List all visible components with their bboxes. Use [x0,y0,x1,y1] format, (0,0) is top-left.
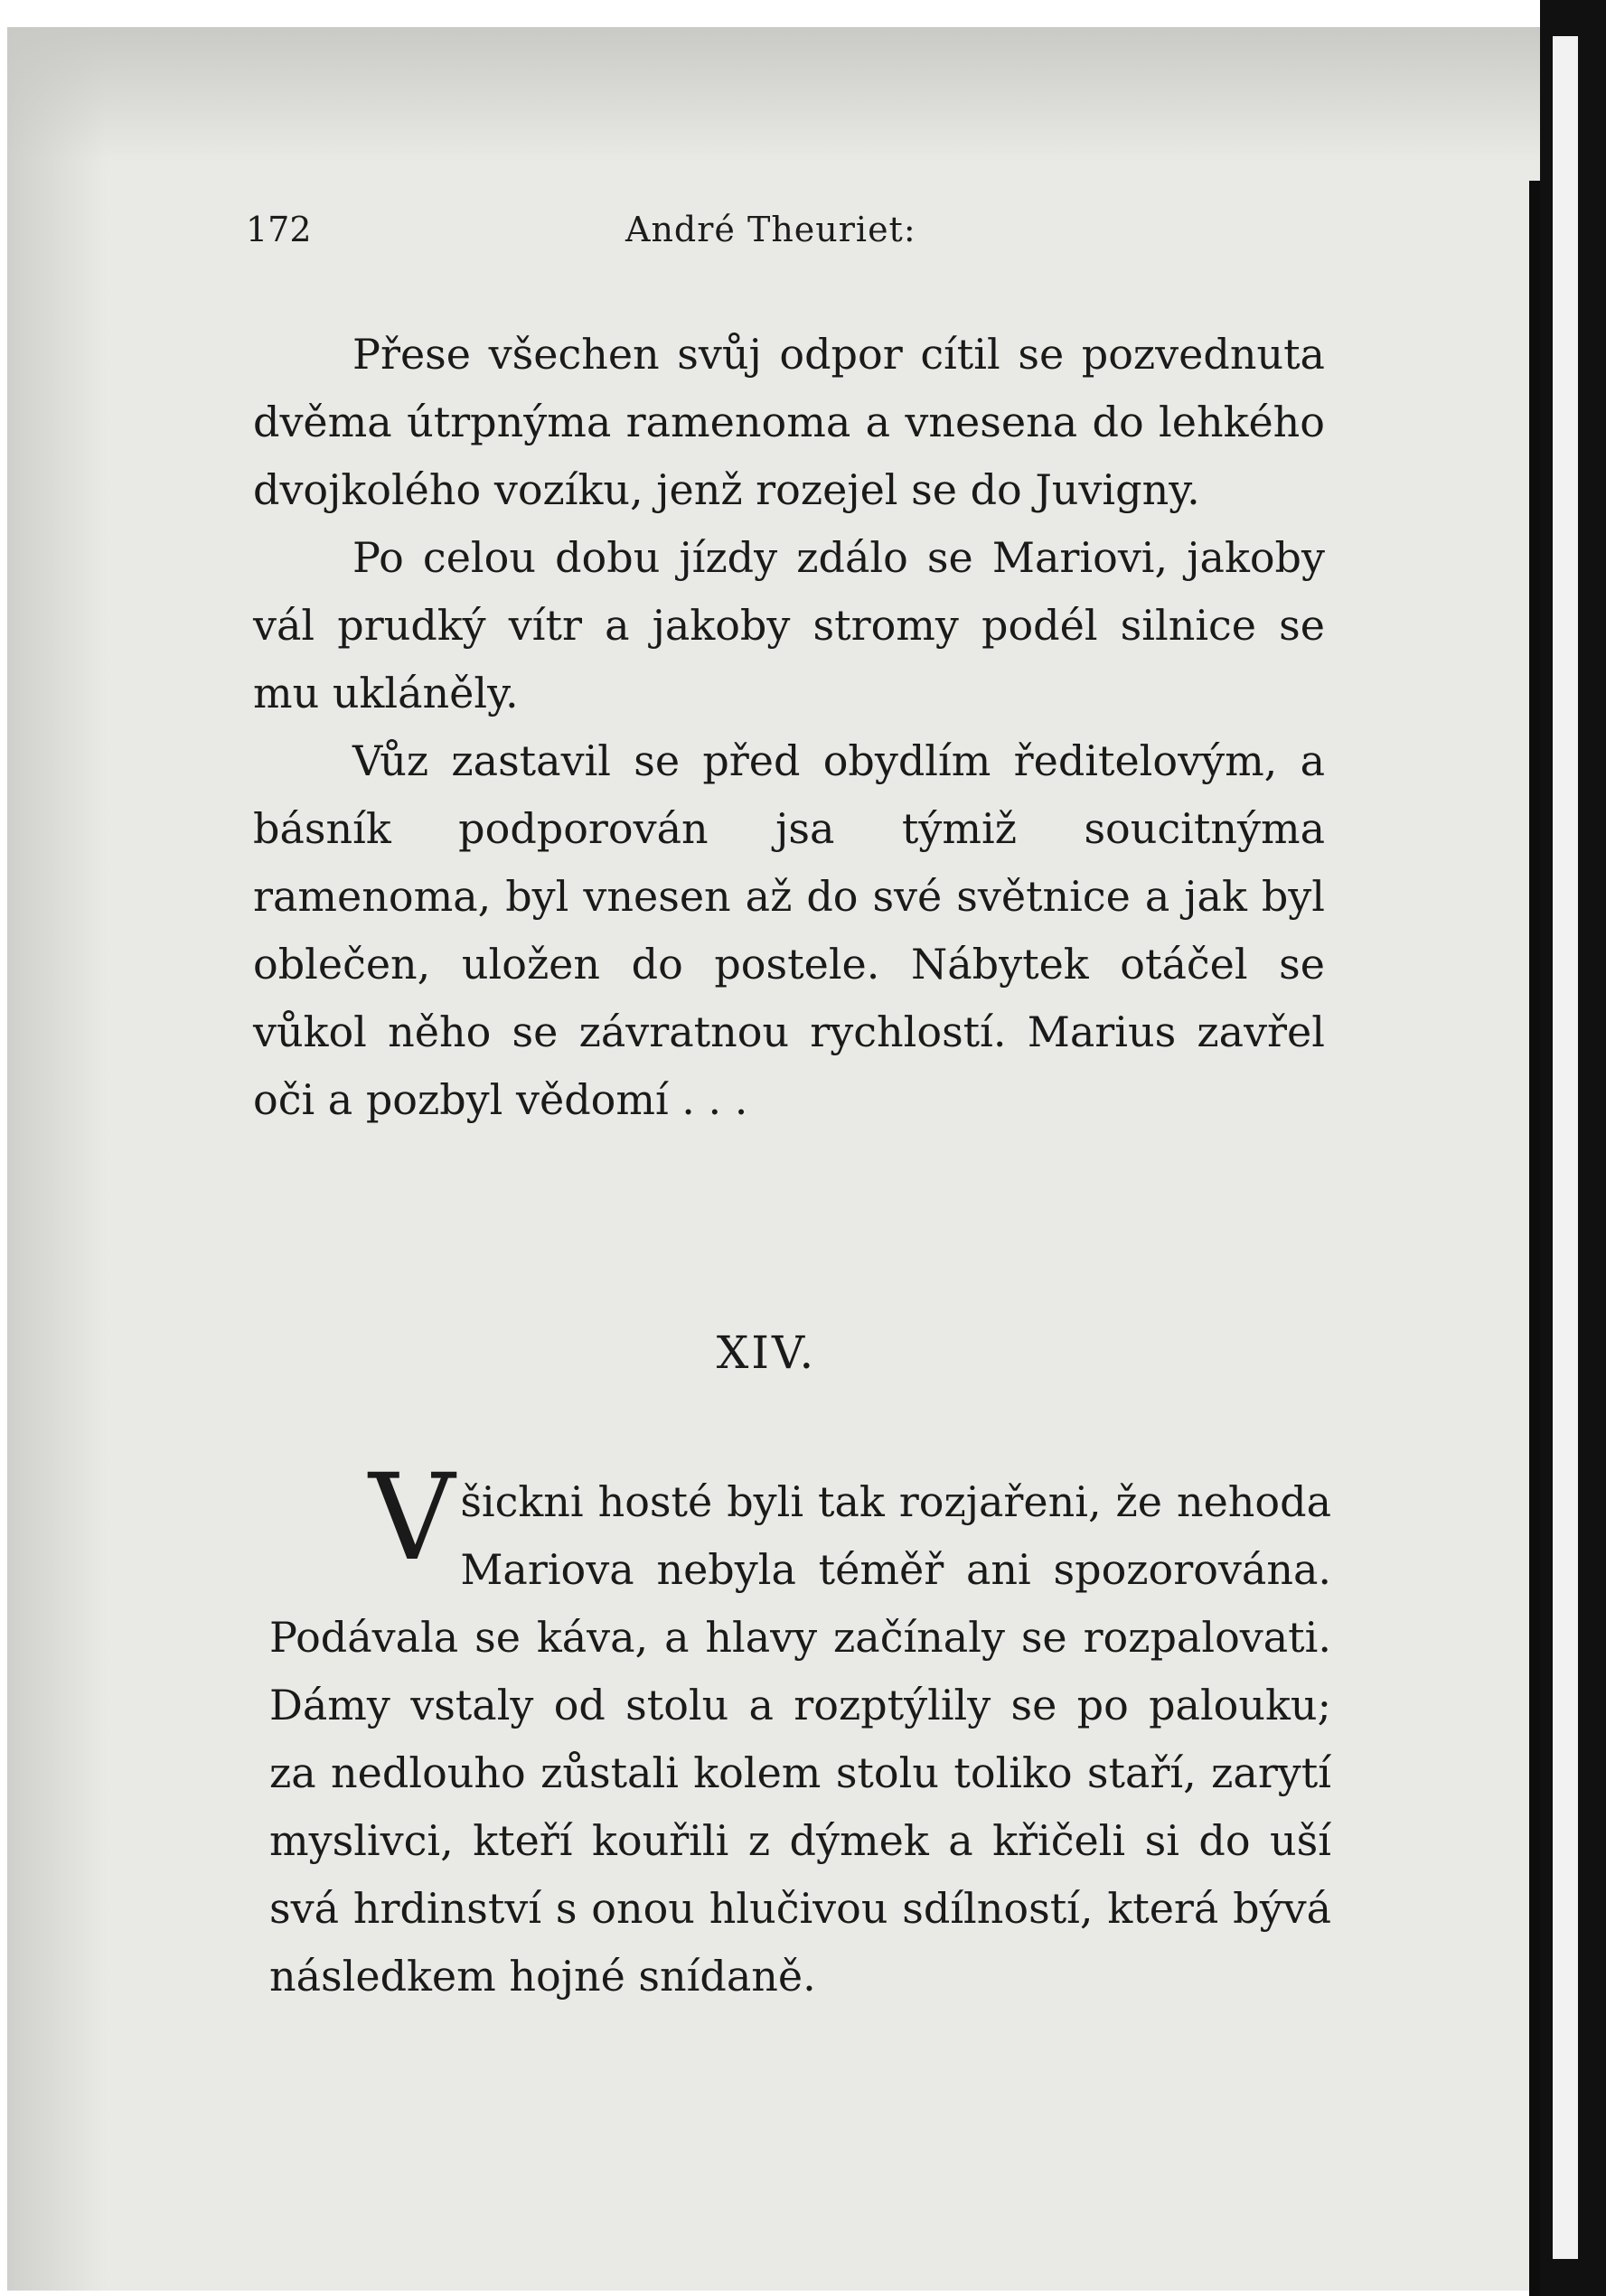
binding-edge [1529,181,1540,2296]
paragraph: Po celou dobu jízdy zdálo se Mariovi, jakoby vál prudký vítr a jakoby stromy podél silnice se mu ukláněly. [253,533,1325,717]
binding-gap [1553,36,1578,2259]
running-head [246,210,951,260]
page-number: 172 [246,210,312,249]
text-block-chapter [269,1448,1331,2010]
chapter-heading: XIV. [716,1326,817,1379]
drop-cap: V [369,1448,456,1588]
page-shadow-top [7,27,1540,163]
text-block-before-chapter [253,321,1325,1134]
page-shadow-left [7,27,107,2291]
paragraph: šickni hosté byli tak rozjařeni, že nehoda Mariova nebyla téměř ani spozorována. Podávala se káva, a hlavy začínaly se rozpalovati. Dámy vstaly od stolu a rozptýlily se po palouku; za nedlouho zůstali kolem stolu toliko staří, zarytí myslivci, kteří kouřili z dýmek a křičeli si do uší svá hrdinství s onou hlučivou sdílností, která bývá následkem hojné snídaně. [269,1477,1331,2001]
running-head-author: André Theuriet: [625,210,916,249]
paragraph: Přese všechen svůj odpor cítil se pozvednuta dvěma útrpnýma ramenoma a vnesena do lehkého dvojkolého vozíku, jenž rozejel se do Juvigny. [253,330,1325,514]
paragraph: Vůz zastavil se před obydlím ředitelovým, a básník podporován jsa týmiž soucitnýma ramenoma, byl vnesen až do své světnice a jak byl oblečen, uložen do postele. Nábytek otáčel se vůkol něho se závratnou rychlostí. Marius zavřel oči a pozbyl vědomí . . . [253,736,1325,1124]
